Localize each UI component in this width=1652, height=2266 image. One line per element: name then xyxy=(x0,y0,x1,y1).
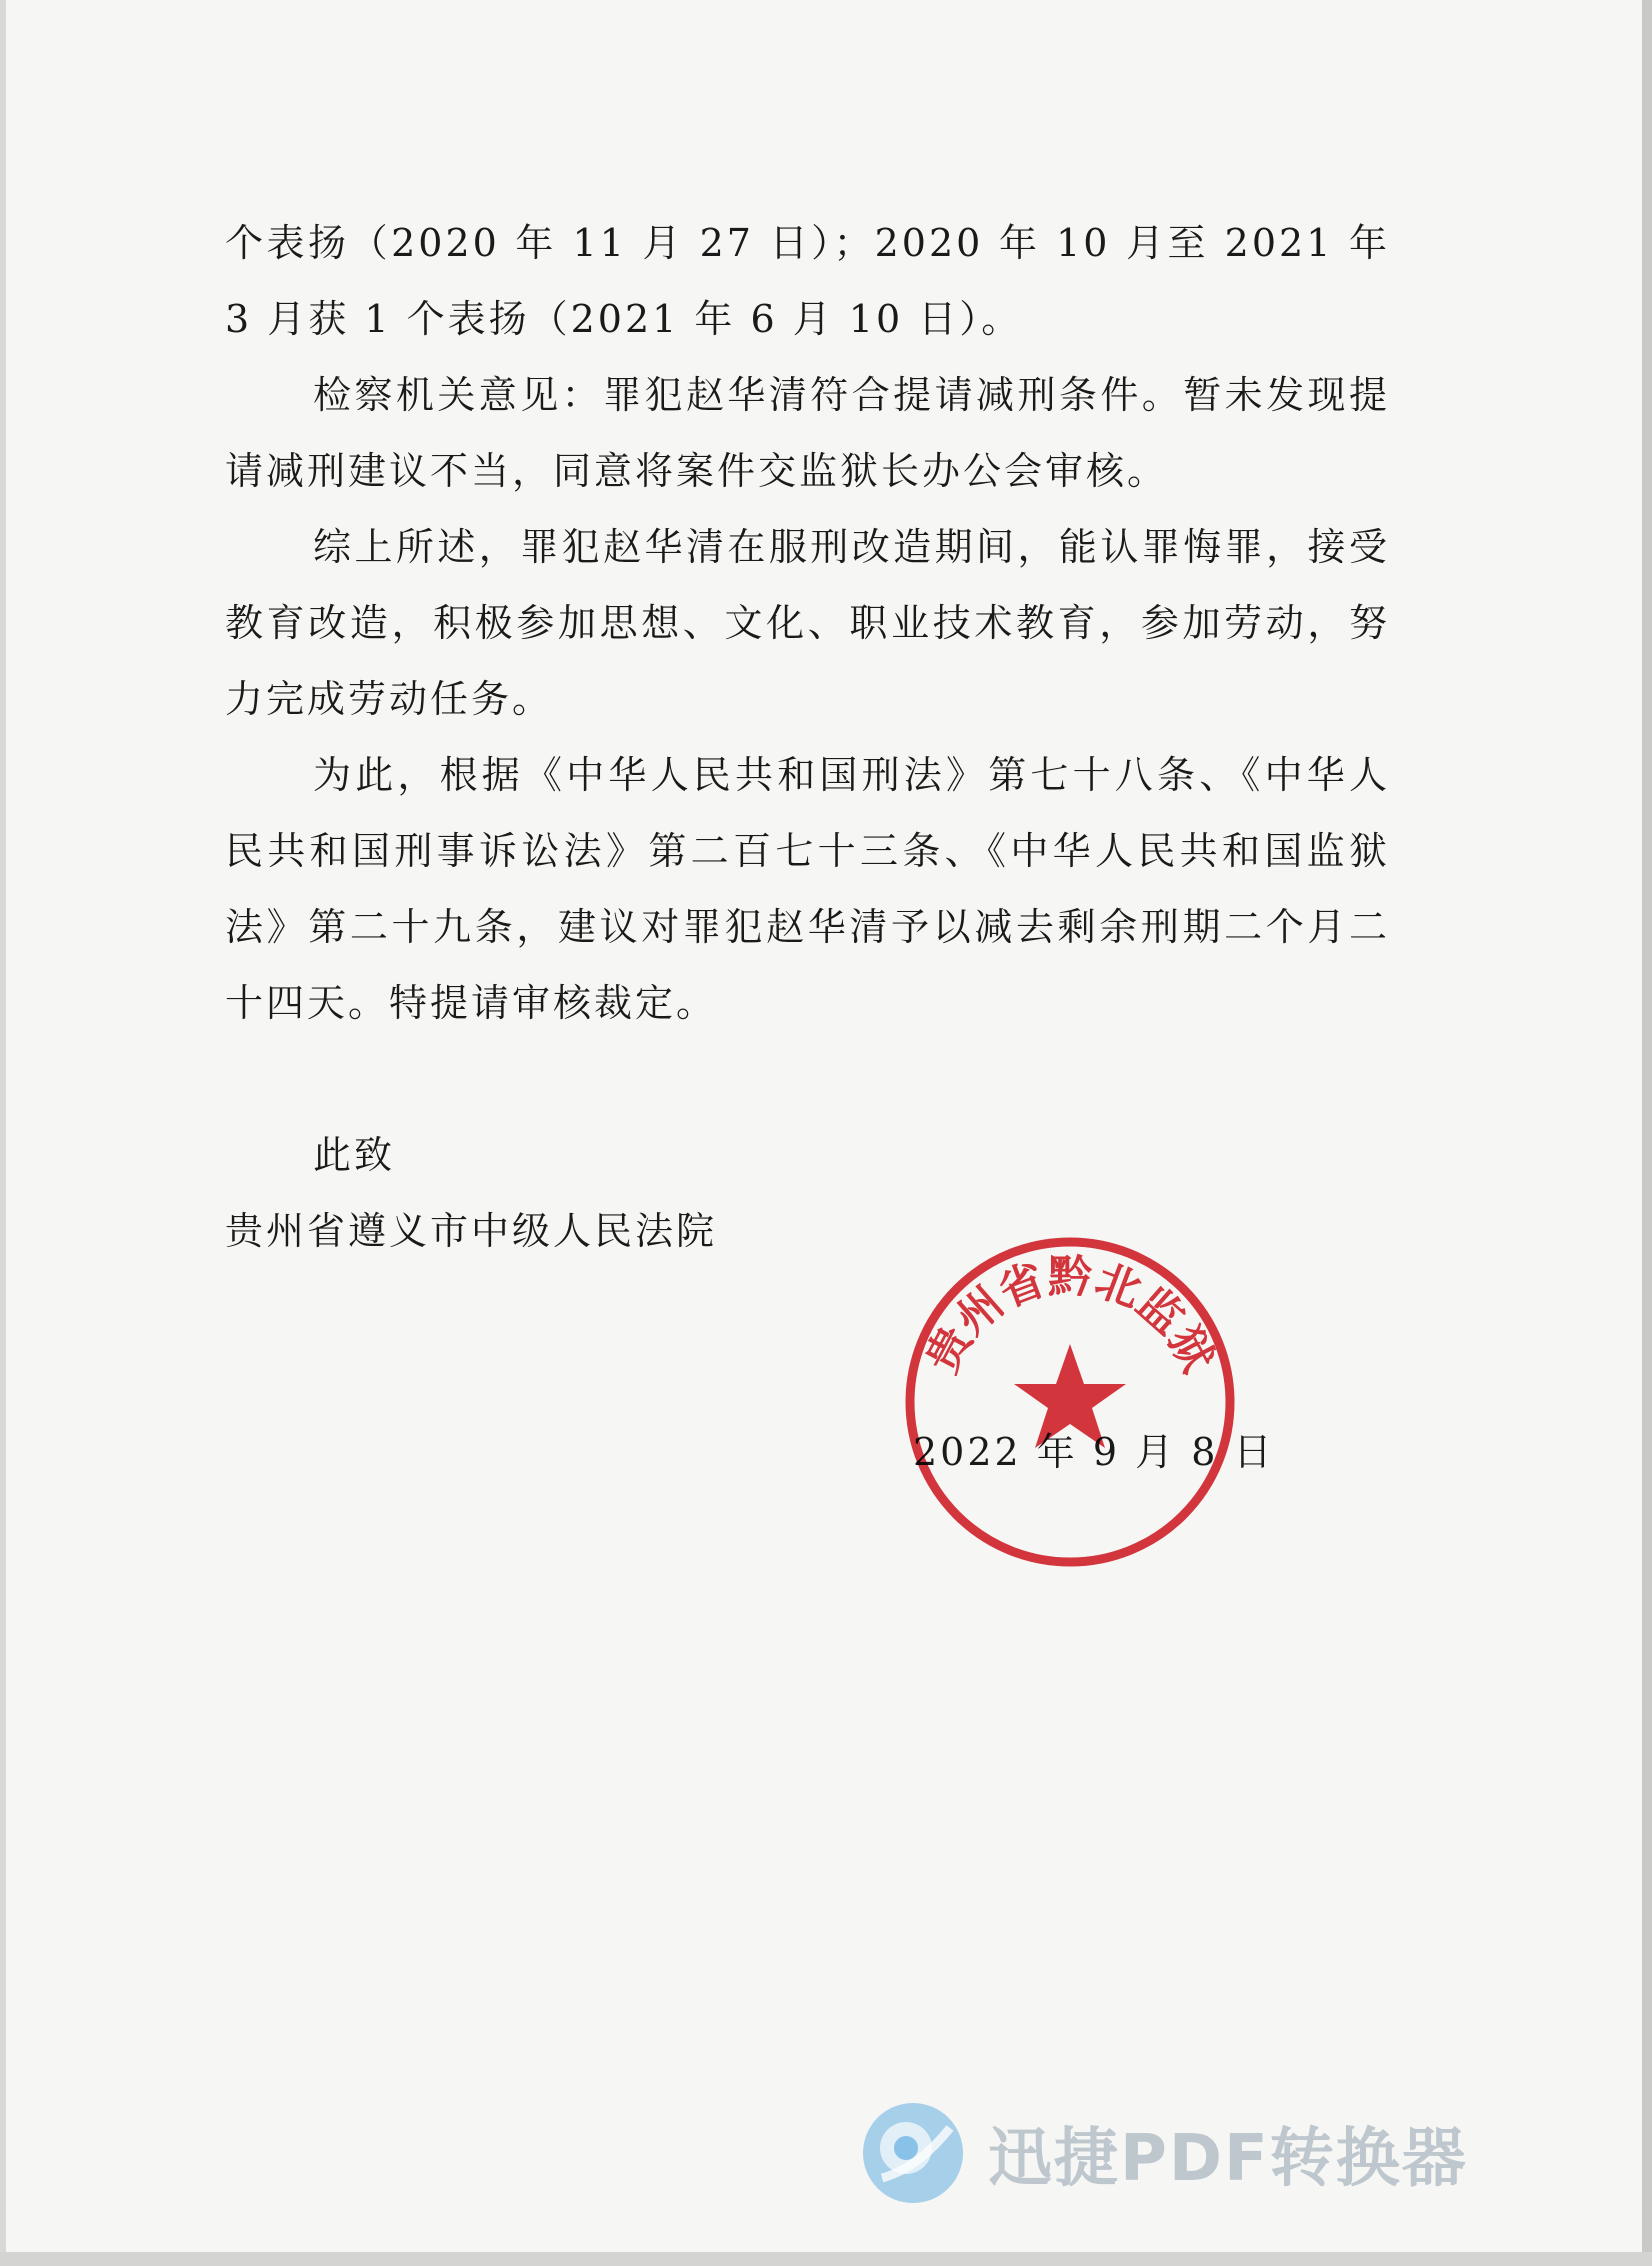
seal-text: 贵州省黔北监狱 xyxy=(916,1251,1224,1382)
document-date: 2022 年 9 月 8 日 xyxy=(913,1430,1275,1474)
star-icon xyxy=(1014,1344,1126,1448)
scan-edge-bottom xyxy=(0,2252,1652,2266)
watermark xyxy=(858,2098,1468,2208)
scan-edge-right xyxy=(1642,0,1652,2266)
paragraph-commendations: 个表扬（2020 年 11 月 27 日）；2020 年 10 月至 2021 年 3 月获 1 个表扬（2021 年 6 月 10 日）。 xyxy=(225,221,1390,341)
scan-edge-left xyxy=(0,0,6,2266)
blank-line xyxy=(225,1041,1390,1117)
salutation: 此致 xyxy=(313,1133,396,1177)
watermark-text: 迅捷PDF转换器 xyxy=(988,2122,1468,2196)
paragraph-summary: 综上所述，罪犯赵华清在服刑改造期间，能认罪悔罪，接受教育改造，积极参加思想、文化、职业技术教育，参加劳动，努力完成劳动任务。 xyxy=(225,525,1390,721)
document-body xyxy=(225,205,1390,1269)
recipient: 贵州省遵义市中级人民法院 xyxy=(225,1209,718,1253)
paragraph-legal-basis: 为此，根据《中华人民共和国刑法》第七十八条、《中华人民共和国刑事诉讼法》第二百七十三条、《中华人民共和国监狱法》第二十九条，建议对罪犯赵华清予以减去剩余刑期二个月二十四天。特提请审核裁定。 xyxy=(225,753,1390,1025)
official-seal-stamp xyxy=(900,1232,1240,1572)
paragraph-procuratorate-opinion: 检察机关意见：罪犯赵华清符合提请减刑条件。暂未发现提请减刑建议不当，同意将案件交监狱长办公会审核。 xyxy=(225,373,1390,493)
pdf-converter-logo-icon xyxy=(858,2098,968,2208)
